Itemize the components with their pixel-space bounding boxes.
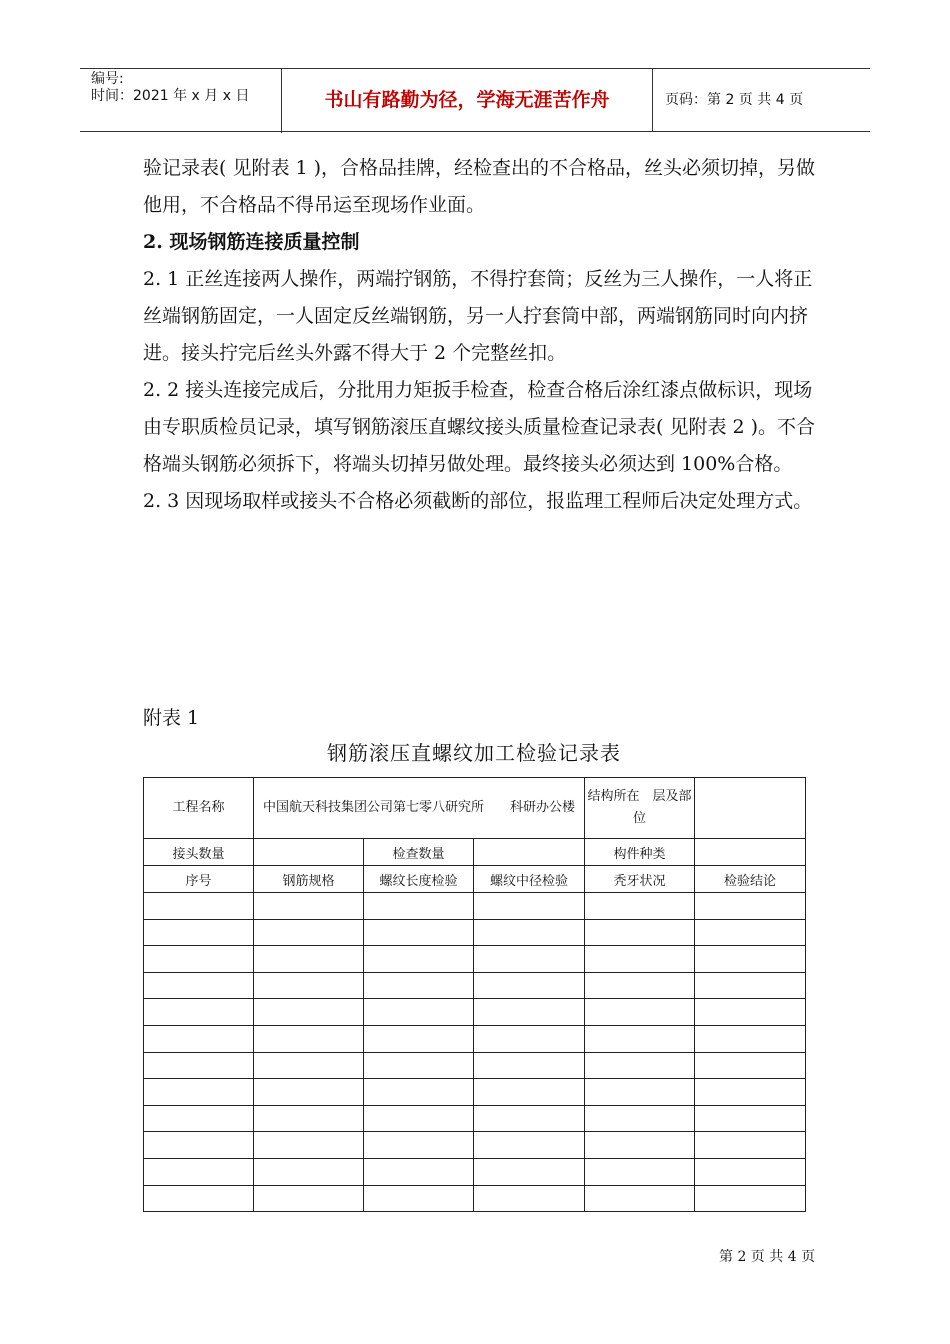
table-cell: [695, 1185, 806, 1212]
table-cell: [144, 893, 254, 920]
table-cell: [254, 972, 364, 999]
table-cell: [474, 1025, 585, 1052]
time-label: 时间：2021 年 x 月 x 日: [91, 88, 250, 104]
paragraph-2-2: 2. 2 接头连接完成后，分批用力矩扳手检查，检查合格后涂红漆点做标识，现场由专职质检员记录，填写钢筋滚压直螺纹接头质量检查记录表( 见附表 2 )。不合格端头钢筋必须拆下，将端头切掉另做处理。最终接头必须达到 100%合格。: [143, 379, 816, 475]
table-cell: [585, 1132, 695, 1159]
table-cell: [474, 1158, 585, 1185]
table-cell: [695, 1132, 806, 1159]
component-type-value: [695, 839, 806, 866]
table-cell: [144, 972, 254, 999]
col-header: 螺纹中径检验: [474, 866, 585, 893]
table-cell: [585, 1052, 695, 1079]
table-row: [144, 999, 806, 1026]
table-cell: [364, 1025, 474, 1052]
paragraph-2-3: 2. 3 因现场取样或接头不合格必须截断的部位，报监理工程师后决定处理方式。: [143, 490, 813, 512]
table-cell: [474, 946, 585, 973]
document-body: [143, 150, 823, 520]
paragraph-2-1: 2. 1 正丝连接两人操作，两端拧钢筋，不得拧套筒；反丝为三人操作，一人将正丝端钢筋固定，一人固定反丝端钢筋，另一人拧套筒中部，两端钢筋同时向内挤进。接头拧完后丝头外露不得大于 2 个完整丝扣。: [143, 268, 813, 364]
table-cell: [254, 1025, 364, 1052]
header-page: 页码：第 2 页 共 4 页: [665, 92, 804, 108]
table-cell: [254, 946, 364, 973]
table-cell: [695, 1158, 806, 1185]
table-cell: [585, 1185, 695, 1212]
table-cell: [254, 1105, 364, 1132]
table-cell: [254, 1132, 364, 1159]
table-row: [144, 972, 806, 999]
table-cell: [474, 972, 585, 999]
component-type-label: 构件种类: [585, 839, 695, 866]
table-cell: [144, 1025, 254, 1052]
joint-count-label: 接头数量: [144, 839, 254, 866]
table-row: [144, 1132, 806, 1159]
joint-count-value: [254, 839, 364, 866]
table-cell: [254, 999, 364, 1026]
table-cell: [695, 1105, 806, 1132]
table-cell: [474, 999, 585, 1026]
header-meta: [80, 69, 282, 133]
table-cell: [585, 919, 695, 946]
table-cell: [144, 946, 254, 973]
column-header-row: [144, 866, 806, 893]
paragraph-1: 验记录表( 见附表 1 )，合格品挂牌，经检查出的不合格品，丝头必须切掉，另做他用，不合格品不得吊运至现场作业面。: [143, 157, 816, 216]
table-cell: [474, 893, 585, 920]
table-cell: [254, 1185, 364, 1212]
table-row: [144, 1079, 806, 1106]
structure-label: 结构所在 层及部位: [585, 778, 695, 839]
table-cell: [364, 946, 474, 973]
col-header: 螺纹长度检验: [364, 866, 474, 893]
table-cell: [364, 1185, 474, 1212]
table-cell: [695, 1052, 806, 1079]
table-cell: [364, 972, 474, 999]
table-cell: [585, 946, 695, 973]
table-cell: [144, 1185, 254, 1212]
table-row: [144, 919, 806, 946]
table-row: [144, 1185, 806, 1212]
table-row: [144, 1158, 806, 1185]
table-cell: [474, 1185, 585, 1212]
table-cell: [144, 1105, 254, 1132]
table-cell: [585, 893, 695, 920]
table-cell: [364, 999, 474, 1026]
structure-value: [695, 778, 806, 839]
table-cell: [254, 919, 364, 946]
table-cell: [585, 1025, 695, 1052]
table-cell: [585, 1079, 695, 1106]
table-cell: [254, 893, 364, 920]
table-cell: [364, 893, 474, 920]
table-cell: [585, 972, 695, 999]
project-name-value: 中国航天科技集团公司第七零八研究所 科研办公楼: [254, 778, 585, 839]
table-cell: [695, 946, 806, 973]
table-cell: [695, 1079, 806, 1106]
project-name-label: 工程名称: [144, 778, 254, 839]
table-cell: [695, 919, 806, 946]
col-header: 钢筋规格: [254, 866, 364, 893]
number-label: 编号:: [91, 71, 124, 87]
table-cell: [695, 972, 806, 999]
table-cell: [695, 999, 806, 1026]
table-cell: [585, 1105, 695, 1132]
table-cell: [144, 1158, 254, 1185]
table-row: [144, 893, 806, 920]
table-row: [144, 1052, 806, 1079]
table-cell: [474, 1105, 585, 1132]
table-cell: [364, 1052, 474, 1079]
table-cell: [144, 1052, 254, 1079]
table-cell: [364, 919, 474, 946]
table-row: [144, 1025, 806, 1052]
table-cell: [695, 1025, 806, 1052]
inspect-count-value: [474, 839, 585, 866]
table-cell: [254, 1079, 364, 1106]
table-cell: [254, 1052, 364, 1079]
header-motto: 书山有路勤为径，学海无涯苦作舟: [282, 69, 653, 131]
col-header: 序号: [144, 866, 254, 893]
table-cell: [144, 1132, 254, 1159]
table-cell: [144, 919, 254, 946]
table-cell: [474, 1132, 585, 1159]
table-cell: [585, 999, 695, 1026]
table-cell: [364, 1105, 474, 1132]
col-header: 检验结论: [695, 866, 806, 893]
page-header: [80, 68, 870, 132]
table-cell: [585, 1158, 695, 1185]
table-cell: [364, 1158, 474, 1185]
table-cell: [474, 919, 585, 946]
inspection-record-table: [143, 777, 806, 1212]
table-cell: [364, 1132, 474, 1159]
table-cell: [144, 999, 254, 1026]
table-cell: [144, 1079, 254, 1106]
table-row: [144, 946, 806, 973]
table-title: 钢筋滚压直螺纹加工检验记录表: [327, 741, 621, 765]
table-row: [144, 1105, 806, 1132]
table-cell: [254, 1158, 364, 1185]
col-header: 秃牙状况: [585, 866, 695, 893]
inspect-count-label: 检查数量: [364, 839, 474, 866]
table-cell: [474, 1052, 585, 1079]
section-heading-2: 2. 现场钢筋连接质量控制: [143, 231, 360, 253]
table-cell: [474, 1079, 585, 1106]
table-cell: [695, 893, 806, 920]
table-cell: [364, 1079, 474, 1106]
page-footer: 第 2 页 共 4 页: [719, 1249, 816, 1265]
appendix-label: 附表 1: [143, 707, 200, 729]
